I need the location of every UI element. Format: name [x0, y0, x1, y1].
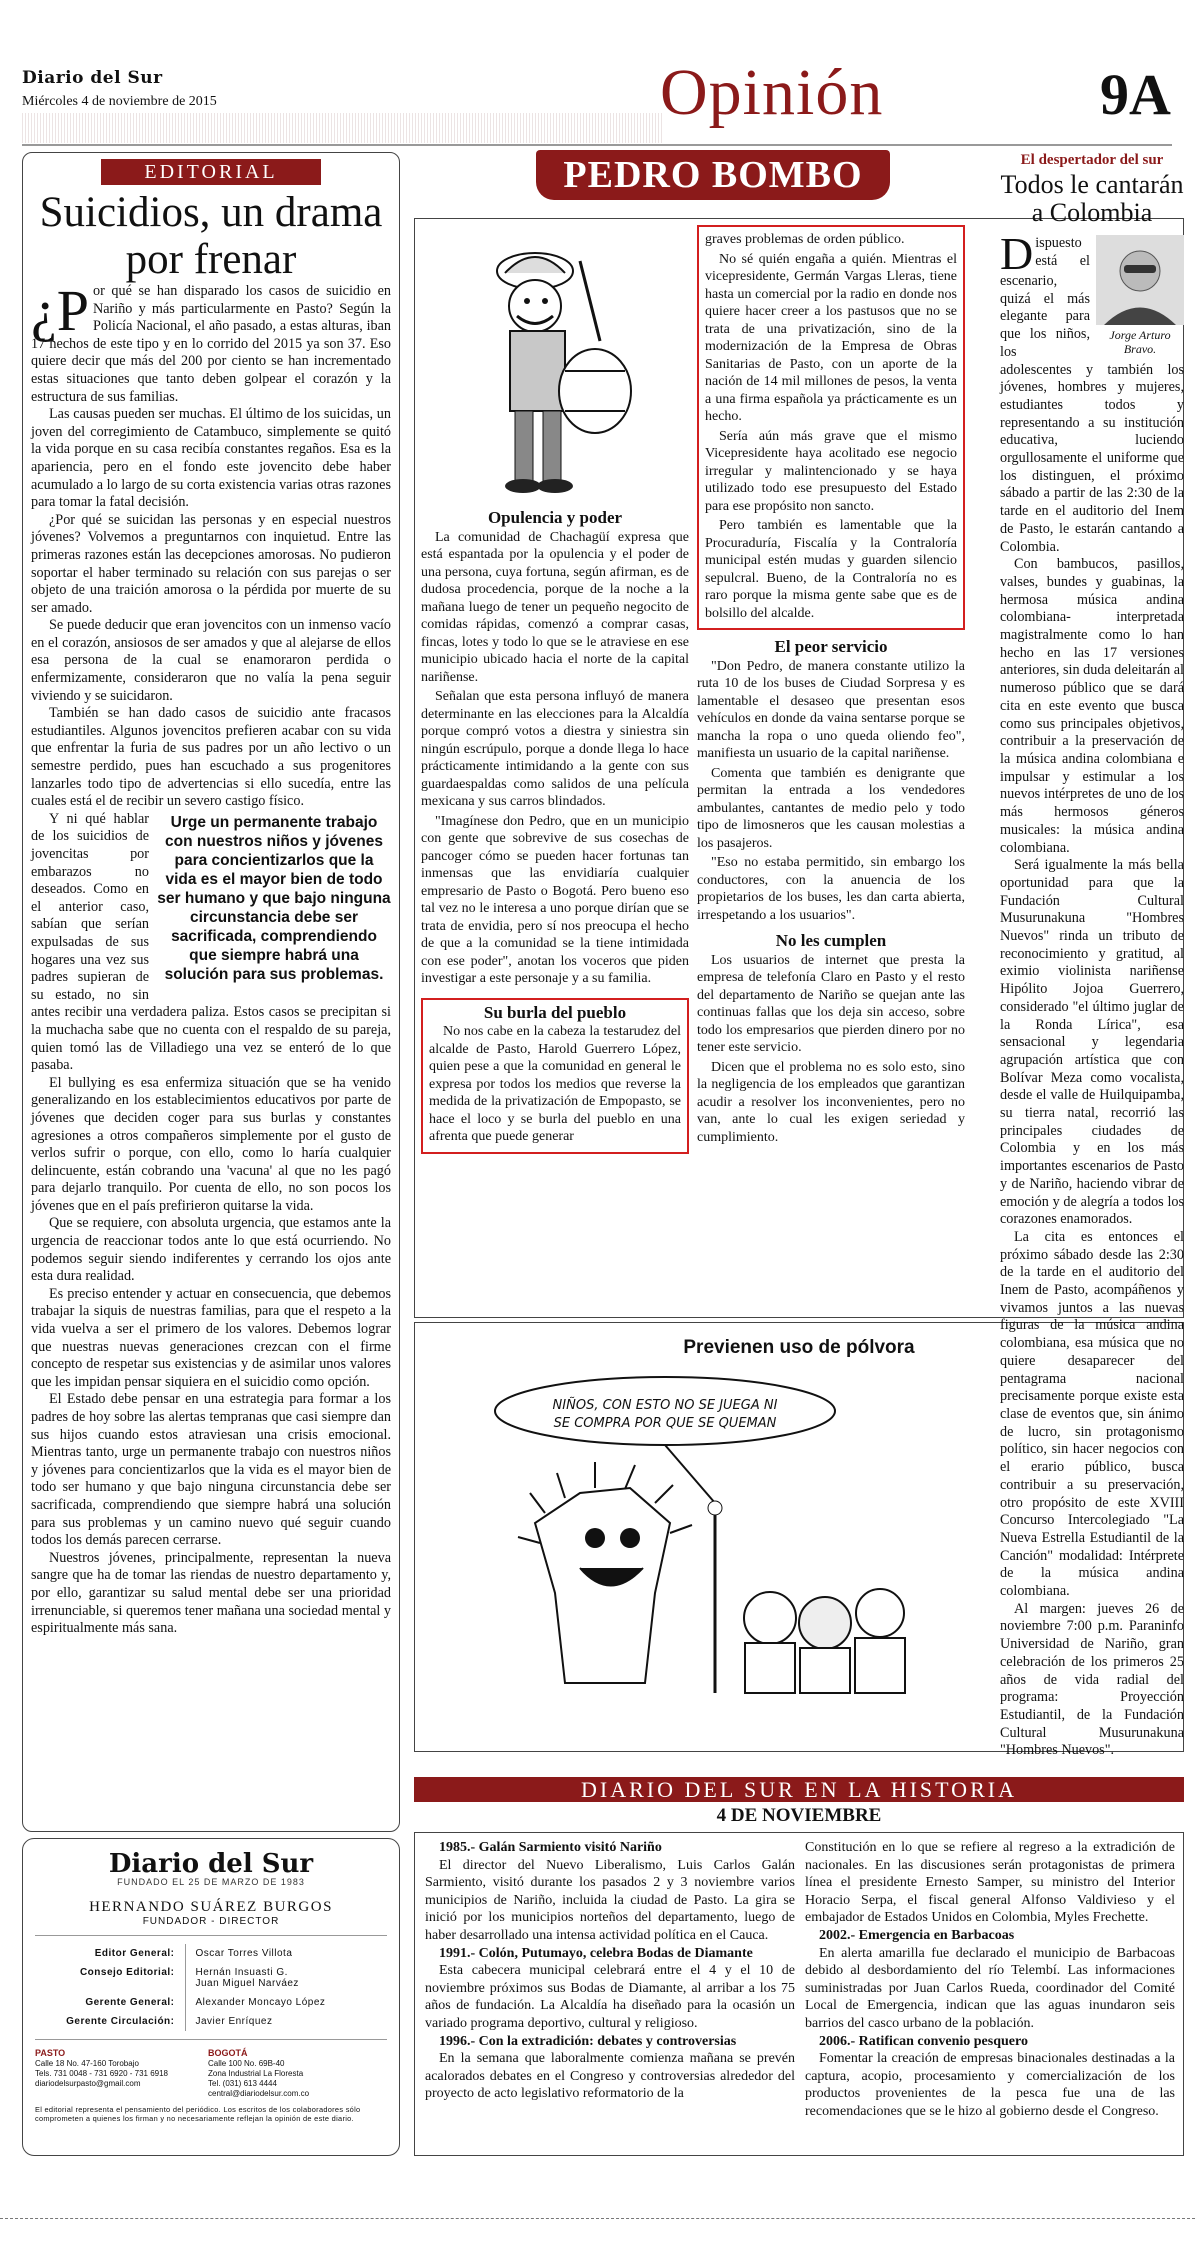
column-paragraph: No nos cabe en la cabeza la testarudez del alcalde de Pasto, Harold Guerrero López, quien pese a que la comunidad en general le expresa por todos los medios que reverse la medida de la privatización de Empopasto, se hace el loco y se burla del pueblo en una afrenta que puede generar — [429, 1024, 681, 1144]
staff-row: Consejo Editorial: Hernán Insuasti G. Juan Miguel Narváez — [35, 1963, 387, 1993]
highlighted-section — [697, 225, 965, 630]
column-headline: Todos le cantarán a Colombia — [1000, 170, 1184, 227]
bogota-office: BOGOTÁ Calle 100 No. 69B-40 Zona Industrial La Floresta Tel. (031) 613 4444 central@diariodelsur.com.co — [208, 2048, 310, 2098]
column-paragraph: "Imagínese don Pedro, que en un municipio con gente que sobrevive de sus cosechas de pancoger cómo se pueden hacer fortunas tan inmensas que las envidiaría cualquier empresario de Pasto o Bogotá. Pero bueno eso tal vez no le interesa a uno porque dirían que se trata de envidia, pero sí nos preocupa el hecho de que a la comunidad se la tiene intimidada con ese poder", anotan los voceros que piden investigar a este personaje y a su familia. — [421, 813, 689, 986]
firework-character — [518, 1462, 692, 1683]
edition-date: Miércoles 4 de noviembre de 2015 — [22, 94, 217, 109]
masthead-decoration — [22, 113, 662, 143]
column-paragraph: Los usuarios de internet que presta la empresa de telefonía Claro en Pasto y el resto del departamento de Nariño se quejan ante las continuas fallas que los deja sin acceso, sobre todo los empresarios que pierden dinero por no tener este servicio. — [697, 952, 965, 1055]
history-text: En la semana que laboralmente comienza mañana se prevén acalorados debates en el Congreso y controversias alrededor del proyecto de acto legislativo reformatorio de la — [425, 2051, 795, 2102]
founded-line: FUNDADO EL 25 DE MARZO DE 1983 — [117, 1877, 305, 1887]
history-text: Esta cabecera municipal celebrará entre el 4 y el 10 de noviembre próximos sus Bodas de Diamante, al arribar a los 75 años de fundación. La Alcaldía ha diseñado para la ocasión un variado programa deportivo, cultural y religioso. — [425, 1963, 795, 2031]
editorial-paragraph: Y ni qué hablar de los suicidios de jovencitas por embarazos no deseados. Como en el anterior caso, sabían que serían expulsadas de sus hogares una vez sus padres supieran de su estado, no sin antes recibir una verdadera paliza. Estos casos se precipitan si la muchacha sabe que no cuenta con el respaldo de su pareja, quien tomó las de Villadiego una vez se enteró de lo que pasaba. — [31, 810, 391, 1074]
editorial-kicker: EDITORIAL — [101, 159, 321, 185]
staff-box — [22, 1838, 400, 2156]
history-text: En alerta amarilla fue declarado el municipio de Barbacoas debido al desbordamiento del río Telembí. Las informaciones suministradas por Juan Carlos Rueda, coordinador del Comité Local de Emergencia, indican que las aguas inundaron seis barrios del casco urbano de la población. — [805, 1945, 1175, 2031]
pasto-office: PASTO Calle 18 No. 47-160 Torobajo Tels. 731 0048 - 731 6920 - 731 6918 diariodelsurpasto@gmail.com — [35, 2048, 168, 2088]
column-paragraph: Comenta que también es denigrante que permitan la entrada a los vendedores ambulantes, cantantes de medio pelo y todo tipo de limosneros que les causan molestias a los pasajeros. — [697, 765, 965, 851]
column-paragraph: Sería aún más grave que el mismo Vicepresidente haya acolitado ese negocio irregular y malintencionado y se haya utilizado todo ese presupuesto del Estado para ese propósito non sancto. — [705, 428, 957, 514]
column-paragraph: Pero también es lamentable que la Procuraduría, Fiscalía y la Contraloría municipal estén mudas y guarden silencio sepulcral. Bueno, de la Contraloría no es raro porque la misma gente sabe que es de bolsillo del alcalde. — [705, 518, 957, 621]
page-footer-rule — [0, 2218, 1195, 2219]
newspaper-logo: Diario del Sur — [108, 1849, 314, 1879]
office-addresses — [35, 2048, 387, 2099]
divider — [35, 2039, 387, 2040]
staff-table — [35, 1944, 387, 2031]
column-left — [421, 225, 689, 1154]
column-paragraph: La cita es entonces el próximo sábado desde las 2:30 de la tarde en el auditorio del Inem de Pasto, acompáñenos y vivamos juntos a las nuevas figuras de la música andina colombiana, esa música que no quiere desaparecer del pentagrama nacional precisamente porque existe esta clase de eventos que, sin ánimo de lucro, sin protagonismo político, sin hacer negocios con el erario público, busca contribuir a su preservación, otro propósito de este XVIII Concurso Intercolegiado "La Nueva Estrella Estudiantil de la Canción" modalidad: Intérprete de la música andina colombiana. — [1000, 1228, 1184, 1600]
editorial-body — [31, 278, 391, 1638]
history-heading: 2006.- Ratifican convenio pesquero — [819, 2033, 1028, 2049]
editorial-paragraph: ¿P or qué se han disparado los casos de suicidio en Nariño y más particularmente en Pasto? Según la Policía Nacional, el año pasado, a estas alturas, iban 17 hechos de este tipo y en lo corrido del 2015 ya son 37. Eso quiere decir que más del 200 por ciento se han incrementado estas situaciones que tanto deben golpear el corazón y la estructura de sus familias. — [31, 278, 391, 405]
pull-quote: Urge un permanente trabajo con nuestros niños y jóvenes para concientizarlos que la vida es el mayor bien de todo ser humano y que bajo ninguna circunstancia debe ser sacrificada, comprendiendo que siempre habrá una solución para sus problemas. — [157, 813, 391, 983]
column-paragraph: Dicen que el problema no es solo esto, sino la negligencia de los empleados que garantizan acudir a resolver los inconvenientes, pero no van, ante lo cual les exigen seriedad y cumplimiento. — [697, 1059, 965, 1145]
editorial-paragraph: También se han dado casos de suicidio ante fracasos estudiantiles. Algunos jovencitos prefieren acabar con su vida que enfrentar la furia de sus padres por un año lectivo o un semestre perdido, pues han escuchado a sus progenitores lanzarles todo tipo de advertencias si ello sucedía, entre las cuales está el de recibir un severo castigo físico. — [31, 705, 391, 810]
editorial-headline: Suicidios, un drama por frenar — [39, 189, 383, 283]
drummer-illustration — [455, 231, 655, 501]
director-name: HERNANDO SUÁREZ BURGOS — [89, 1899, 333, 1915]
column-kicker: El despertador del sur — [1020, 152, 1164, 168]
section-heading: Opulencia y poder — [487, 508, 623, 527]
history-heading: 2002.- Emergencia en Barbacoas — [819, 1927, 1015, 1943]
staff-row: Gerente General: Alexander Moncayo López — [35, 1993, 387, 2012]
column-paragraph: graves problemas de orden público. — [705, 232, 905, 247]
history-heading: 1996.- Con la extradición: debates y controversias — [439, 2033, 737, 2049]
speech-bubble-text: NIÑOS, CON ESTO NO SE JUEGA NI SE COMPRA POR QUE SE QUEMAN — [552, 1398, 778, 1431]
section-heading: No les cumplen — [775, 931, 887, 950]
column-paragraph: La comunidad de Chachagüí expresa que está espantada por la opulencia y el poder de una persona, cuya fortuna, según afirman, es de dudosa procedencia, porque de la noche a la mañana luego de tener un pequeño negocito de comidas rápidas, comenzó a comprar casas, fincas, lotes y todo lo que se le atraviese en ese municipio ubicado hacia el norte de la capital nariñense. — [421, 529, 689, 685]
history-heading: 1985.- Galán Sarmiento visitó Nariño — [439, 1840, 662, 1855]
editorial-paragraph: Que se requiere, con absoluta urgencia, que estamos ante la urgencia de reaccionar todos ante lo que está ocurriendo. No podemos seguir siendo indiferentes y cerrando los ojos ante esta dura realidad. — [31, 1215, 391, 1285]
staff-row: Gerente Circulación: Javier Enríquez — [35, 2012, 387, 2031]
column-paragraph: Al margen: jueves 26 de noviembre 7:00 p.m. Paraninfo Universidad de Nariño, gran celebración de los primeros 25 años de vida radial del programa: Proyección Estudiantil, de la Fundación Cultural Musurunakuna "Hombres Nuevos". — [1000, 1600, 1184, 1759]
column-paragraph: Con bambucos, pasillos, valses, bundes y guabinas, la hermosa música andina colombiana- interpretada magistralmente como lo han hecho en las 17 versiones anteriores, sin duda deleitarán al numeroso público que se dará cita en este evento que busca como sus principales objetivos, contribuir a la preservación de la música andina colombiana e impulsar y estimular a los nuevos intérpretes de uno de los más hermosos géneros musicales: la música andina colombiana. — [1000, 556, 1184, 856]
history-banner: DIARIO DEL SUR EN LA HISTORIA — [414, 1777, 1184, 1802]
column-paragraph: Señalan que esta persona influyó de manera determinante en las elecciones para la Alcaldía porque compró votos a diestra y siniestra sin ningún escrúpulo, porque a donde llega lo hace prácticamente intimidando a la gente con sus guardaespaldas como salidos de una película mexicana y sus carros blindados. — [421, 689, 689, 809]
author-photo — [1096, 235, 1184, 356]
section-heading: El peor servicio — [774, 637, 888, 656]
history-text: El director del Nuevo Liberalismo, Luis Carlos Galán Sarmiento, visitó durante los pasados 2 y 3 noviembre varios municipios de Nariño, incluida la ciudad de Pasto. La gira se inició por los municipios norteños del departamento, luego de haber desarrollado una intensa actividad política en el Cauca. — [425, 1857, 795, 1943]
section-title: Opinión — [660, 56, 884, 129]
column-paragraph: Dispuesto está el escenario, quizá el más elegante para que los niños, los adolescentes y también los jóvenes, hombres y mujeres, estudiantes todos y representando a su institución educativa, luciendo orgullosamente el uniforme que los distinguen, el próximo sábado a partir de las 2:30 de la tarde en el auditorio del Inem de Pasto, le estarán cantando a Colombia. — [1000, 228, 1184, 555]
page-number: 9A — [1100, 62, 1171, 127]
history-text: Fomentar la creación de empresas binacionales destinadas a la captura, acopio, procesamiento y comercialización de los productos provenientes de la pesca fue una de las recomendaciones que se le hizo al gobierno desde el Congreso. — [805, 2051, 1175, 2119]
editorial-paragraph: El Estado debe pensar en una estrategia para formar a los padres de hoy sobre las alertas tempranas que casi siempre dan sus hijos cuando estos atraviesan una crisis emocional. Mientras tanto, urge un permanente trabajo con nuestros niños y jóvenes para concientizarlos que la vida es el mayor bien de todo ser humano y que bajo ninguna circunstancia debe ser sacrificada, comprendiendo que siempre habrá una solución para sus problemas y un camino nuevo qué seguir cuando todos los demás parecen cerrarse. — [31, 1391, 391, 1549]
history-section — [414, 1832, 1184, 2156]
column-paragraph: "Eso no estaba permitido, sin embargo los conductores, con la anuencia de los propietarios de los buses, les dan carta abierta, irrespetando a los usuarios". — [697, 855, 965, 923]
column-body — [1000, 228, 1184, 1760]
column-paragraph: No sé quién engaña a quién. Mientras el vicepresidente, Germán Vargas Lleras, tiene hasta un comercial por la radio en donde nos quiere hacer creer a los pastusos que no se trata de una privatización, sino de la modernización de la Empresa de Obras Sanitarias de Pasto, con un aporte de la nación de 14 mil millones de pesos, la venta a una firma española ya prácticamente es un hecho. — [705, 251, 957, 424]
drop-cap: D — [1000, 228, 1034, 279]
editorial-paragraph: Nuestros jóvenes, principalmente, representan la nueva sangre que ha de tomar las riendas de nuestro departamento y, por ello, garantizar su salud mental debe ser una prioridad irrenunciable, si queremos tener mañana una sociedad mental y espiritualmente más sana. — [31, 1549, 391, 1637]
opinion-column — [1000, 144, 1184, 1760]
editorial-article — [22, 152, 400, 1832]
cartoon-title: Previenen uso de pólvora — [683, 1337, 915, 1358]
highlighted-section — [421, 998, 689, 1154]
editorial-paragraph: ¿Por qué se suicidan las personas y en especial nuestros jóvenes? Volvemos a preguntarnos con inquietud. Entre las primeras razones están las decepciones amorosas. No pudieron soportar el haber terminado su relación con sus parejas o ser objeto de una traición amorosa o la pérdida por muerte de su ser amado. — [31, 511, 391, 616]
disclaimer: El editorial representa el pensamiento del periódico. Los escritos de los colaboradores sólo comprometen a quienes los firman y no necesariamente reflejan la opinión de este diario. — [35, 2105, 361, 2123]
editorial-paragraph: Las causas pueden ser muchas. El último de los suicidas, un joven del corregimiento de Catambuco, simplemente se quitó la vida porque en su casa recibía constantes regaños. Esa es la apariencia, pero en el fondo este jovencito debe haber acumulado a lo largo de su corta existencia varias otras razones para tomar la fatal decisión. — [31, 406, 391, 511]
history-text: Constitución en lo que se refiere al regreso a la extradición de nacionales. En las discusiones serán protagonistas de primera línea el presidente Ernesto Samper, su ministro del Interior Horacio Serpa, el fiscal general Alfonso Valdivieso y el embajador de Estados Unidos en Colombia, Myles Frechette. — [805, 1840, 1175, 1926]
masthead-brand: Diario del Sur — [22, 68, 163, 88]
editorial-paragraph: Se puede deducir que eran jovencitos con un inmenso vacío en el corazón, ansiosos de ser amados y que al alejarse de ellos esa persona de la cual se enamoraron perdida o enfermizamente, consideraron que no valía la pena seguir viviendo y se suicidaron. — [31, 617, 391, 704]
author-name: Jorge Arturo Bravo. — [1109, 328, 1171, 356]
editorial-paragraph: El bullying es esa enfermiza situación que se ha venido generalizando en los establecimientos educativos por parte de jóvenes que deciden coger para sus burlas y constantes agresiones a otros compañeros simplemente por el gusto de verlos sufrir o porque, con ello, como lo haría cualquier delincuente, están cobrando una 'vacuna' al que no les pagó para dejarlo tranquilo. Por cuenta de ello, no son pocos los jóvenes que en el país prefirieron quitarse la vida. — [31, 1074, 391, 1214]
staff-row: Editor General: Oscar Torres Villota — [35, 1944, 387, 1963]
author-portrait — [1096, 235, 1184, 325]
column-paragraph: "Don Pedro, de manera constante utilizo la ruta 10 de los buses de Ciudad Sorpresa y es lamentable el desaseo que presentan esos vehículos en donde da vaina sentarse porque se mancha la ropa o uno queda oliendo feo", manifiesta un usuario de la capital nariñense. — [697, 658, 965, 761]
editorial-paragraph: Es preciso entender y actuar en consecuencia, que debemos trabajar la siquis de nuestras familias, para que el respeto a la vida vuelva a ser el primero de los valores. Debemos lograr que nuestras nuevas generaciones crezcan con el firme concepto de respetar sus existencias y de asimilar unos valores que les impidan pensar siquiera en el suicidio como opción. — [31, 1285, 391, 1390]
history-date: 4 DE NOVIEMBRE — [716, 1805, 882, 1826]
section-heading: Su burla del pueblo — [483, 1002, 627, 1022]
column-banner: PEDRO BOMBO — [536, 150, 890, 200]
director-role: FUNDADOR - DIRECTOR — [142, 1916, 280, 1927]
drop-cap: ¿P — [31, 278, 89, 343]
history-heading: 1991.- Colón, Putumayo, celebra Bodas de Diamante — [439, 1945, 753, 1961]
divider — [35, 1935, 387, 1936]
children-group — [708, 1501, 905, 1693]
history-column-right — [805, 1839, 1175, 2121]
history-column-left — [425, 1839, 795, 2103]
column-paragraph: Será igualmente la más bella oportunidad para que la Fundación Cultural Musurunakuna "Hombres Nuevos" rinda un tributo de reconocimiento y gratitud, al eximio violinista nariñense Hipólito Jojoa Guerrero, considerado "el último juglar de la Ronda Lírica", esa sensacional y legendaria agrupación artística que con Bolívar Meza como vocalista, desde el valle de Huilquipamba, su tierra natal, recorrió las principales ciudades de Colombia y en los más importantes escenarios de Pasto y de Nariño, haciendo vibrar de emoción y de alegría a todos los corazones enamorados. — [1000, 857, 1184, 1228]
column-right — [697, 225, 965, 1148]
